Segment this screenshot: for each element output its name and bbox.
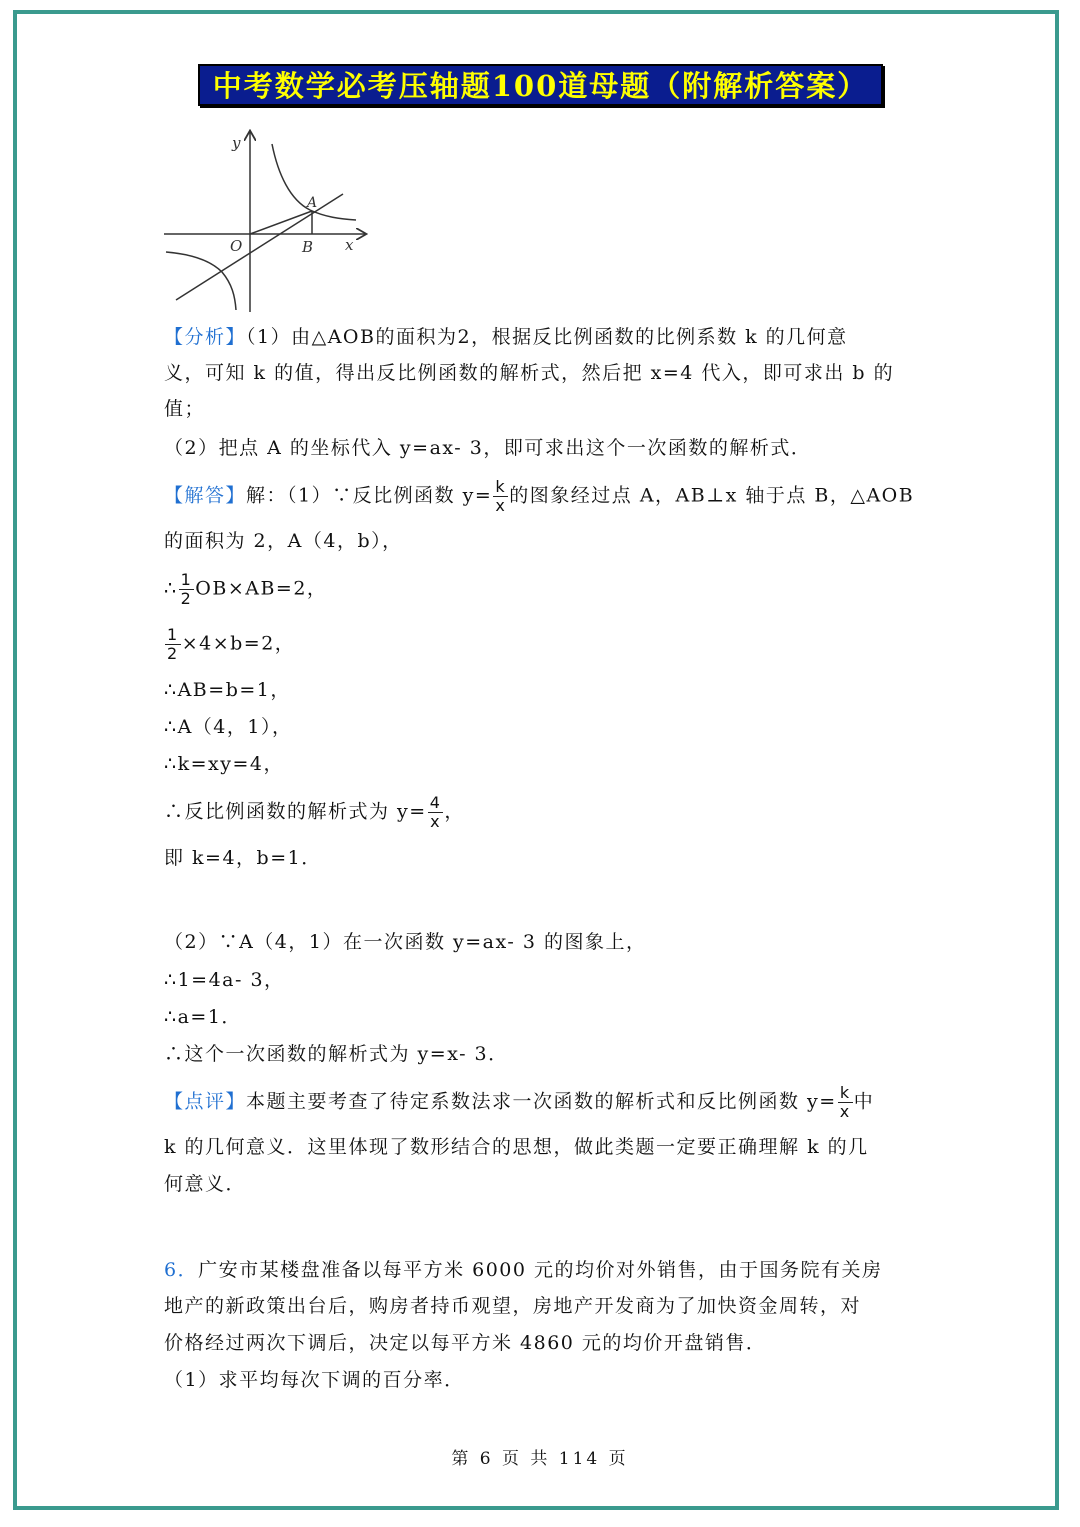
solution-line-2: 的面积为 2，A（4，b）， [164, 530, 403, 552]
solution-line-13: ∴这个一次函数的解析式为 y=x- 3． [164, 1043, 509, 1065]
function-graph [160, 124, 370, 314]
segment-oa [250, 211, 312, 234]
comment-line-2: k 的几何意义．这里体现了数形结合的思想，做此类题一定要正确理解 k 的几 [164, 1136, 869, 1158]
solution-line-9: 即 k=4，b=1． [164, 847, 322, 869]
comment-line-3: 何意义． [164, 1173, 247, 1195]
problem-6-line-1: 6．广安市某楼盘准备以每平方米 6000 元的均价对外销售，由于国务院有关房 [164, 1259, 883, 1281]
solution-line-3: ∴ $\frac{1}{2}$ OB×AB=2， [164, 570, 328, 608]
title-banner [198, 64, 883, 106]
problem-6-line-2: 地产的新政策出台后，购房者持币观望，房地产开发商为了加快资金周转，对 [164, 1295, 862, 1317]
fraction-one-half: $\frac{1}{2}$ [167, 625, 179, 663]
fraction-k-over-x: $\frac{k}{x}$ [839, 1083, 851, 1121]
analysis-tag: 【分析】 [164, 326, 247, 348]
solution-line-6: ∴A（4，1）， [164, 716, 293, 738]
fraction-k-over-x: $\frac{k}{x}$ [495, 477, 507, 515]
fraction-one-half: $\frac{1}{2}$ [180, 570, 193, 608]
solution-line-8: ∴反比例函数的解析式为 y= $\frac{4}{x}$ ， [164, 793, 465, 831]
point-b-label: B [302, 238, 314, 256]
solution-tag: 【解答】 [164, 484, 247, 507]
solution-line-11: ∴1=4a- 3， [164, 969, 285, 991]
x-axis-label: x [345, 236, 354, 254]
solution-line-12: ∴a=1． [164, 1006, 242, 1028]
solution-line-10: （2）∵A（4，1）在一次函数 y=ax- 3 的图象上， [164, 931, 647, 953]
problem-number: 6． [164, 1259, 199, 1281]
comment-tag: 【点评】 [164, 1090, 247, 1113]
analysis-line-3: 值； [164, 398, 206, 420]
analysis-line-1 [164, 323, 848, 351]
solution-line-7: ∴k=xy=4， [164, 753, 284, 775]
solution-line-5: ∴AB=b=1， [164, 679, 291, 701]
page-footer: 第 6 页 共 114 页 [451, 1449, 629, 1469]
problem-6-line-4: （1）求平均每次下调的百分率． [164, 1369, 465, 1391]
solution-line-4: $\frac{1}{2}$ ×4×b=2， [167, 625, 296, 663]
document-title: 中考数学必考压轴题100道母题（附解析答案） [212, 69, 869, 103]
linear-function-line [176, 194, 343, 300]
point-a-label: A [307, 195, 318, 211]
y-axis-label: y [232, 134, 241, 152]
problem-6-line-3: 价格经过两次下调后，决定以每平方米 4860 元的均价开盘销售． [164, 1332, 767, 1354]
hyperbola-branch-3 [166, 252, 236, 310]
fraction-four-over-x: $\frac{4}{x}$ [429, 793, 442, 831]
analysis-line-2: 义，可知 k 的值，得出反比例函数的解析式，然后把 x=4 代入，即可求出 b 的 [164, 362, 895, 384]
origin-label: O [230, 237, 243, 255]
solution-line-1: 【解答】解：（1）∵反比例函数 y= $\frac{k}{x}$ 的图象经过点 A，AB⊥x 轴于点 B，△AOB [164, 477, 915, 515]
analysis-text-1: （1）由△AOB的面积为2，根据反比例函数的比例系数 k 的几何意 [246, 326, 848, 348]
analysis-line-4: （2）把点 A 的坐标代入 y=ax- 3，即可求出这个一次函数的解析式． [164, 437, 812, 459]
comment-line-1: 【点评】本题主要考查了待定系数法求一次函数的解析式和反比例函数 y= $\frac{k}{x}$ 中 [164, 1083, 875, 1121]
